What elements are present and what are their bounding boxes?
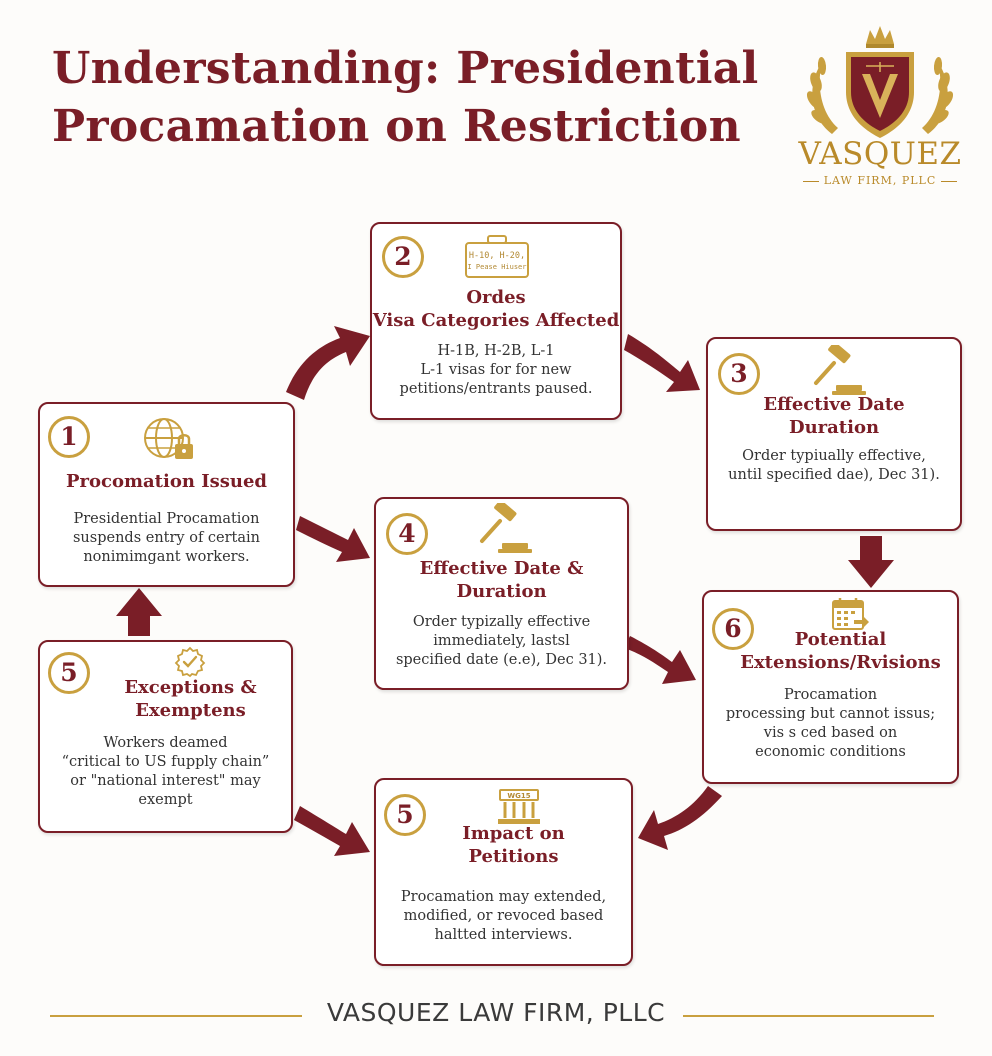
step-card-5-impact: [374, 778, 633, 966]
briefcase-label-line-1: H-10, H-20,: [468, 251, 526, 261]
title-line-2: Procamation on Restriction: [52, 101, 741, 152]
calendar-icon: [830, 596, 870, 632]
step-card-6: [702, 590, 959, 784]
step-description-line: Workers deamed: [103, 735, 228, 751]
step-title-line: Visa Categories Affected: [372, 310, 620, 331]
title-line-1: Understanding: Presidential: [52, 43, 759, 94]
step-number-badge: 4: [386, 513, 428, 555]
briefcase-label-line-2: I Pease Hiuser: [467, 263, 527, 271]
step-title-line: Exemptens: [135, 700, 246, 721]
step-description-line: L-1 visas for for new: [420, 362, 572, 378]
footer: [0, 998, 992, 1027]
courthouse-icon: [496, 786, 542, 826]
step-description-line: Order typizally effective: [412, 614, 591, 630]
step-number-badge: 3: [718, 353, 760, 395]
step-title-line: Ordes: [466, 287, 526, 308]
step-title-line: Duration: [788, 417, 880, 438]
step-title-line: Effective Date: [763, 394, 905, 415]
step-description-line: Order typiually effective,: [742, 448, 926, 464]
footer-firm-name: VASQUEZ LAW FIRM, PLLC: [309, 998, 683, 1027]
arrow-4-to-6: [624, 636, 696, 684]
arrow-1-to-2: [286, 326, 370, 400]
step-description-line: Procamation: [783, 687, 878, 703]
step-description-line: suspends entry of certain: [72, 530, 261, 546]
courthouse-sign-text: WG15: [507, 792, 531, 800]
step-title-line: Extensions/Rvisions: [740, 652, 941, 673]
step-description: [40, 510, 293, 567]
step-title: [708, 393, 960, 439]
globe-lock-icon: [140, 414, 200, 464]
step-description-line: economic conditions: [755, 744, 906, 760]
step-description-line: H-1B, H-2B, L-1: [437, 343, 555, 359]
step-title: [372, 286, 620, 332]
arrow-1-to-4: [296, 516, 370, 562]
step-title-line: Petitions: [468, 846, 559, 867]
briefcase-icon: [464, 234, 530, 280]
step-title: [724, 628, 957, 674]
step-title: [396, 822, 631, 868]
step-title-line: Potential: [794, 629, 887, 650]
step-description-line: immediately, lastsl: [433, 633, 570, 649]
step-description: [40, 734, 291, 810]
step-title-line: Exceptions &: [124, 677, 257, 698]
logo-name: VASQUEZ: [798, 136, 962, 172]
step-title-line: Impact on: [462, 823, 565, 844]
step-description-line: or "national interest" may: [70, 773, 261, 789]
step-card-4: [374, 497, 629, 690]
arrow-3-to-6: [848, 536, 894, 588]
gavel-icon: [810, 345, 866, 397]
step-description-line: modified, or revoced based: [403, 908, 604, 924]
step-card-1: [38, 402, 295, 587]
logo-subtitle: LAW FIRM, PLLC: [790, 174, 970, 187]
arrow-5-to-1: [116, 588, 162, 636]
step-description: [372, 342, 620, 399]
step-description-line: petitions/entrants paused.: [399, 381, 593, 397]
step-card-5-exceptions: [38, 640, 293, 833]
step-title: [40, 470, 293, 493]
arrow-2-to-3: [624, 334, 700, 392]
step-description-line: exempt: [138, 792, 193, 808]
step-card-2: [370, 222, 622, 420]
step-number-badge: 5: [384, 794, 426, 836]
step-description-line: nonimimgant workers.: [83, 549, 250, 565]
step-description: [376, 613, 627, 670]
step-description-line: Procamation may extended,: [400, 889, 607, 905]
step-description-line: specified date (e.e), Dec 31).: [395, 652, 608, 668]
step-description-line: vis s ced based on: [763, 725, 898, 741]
step-title-line: Procomation Issued: [65, 471, 268, 492]
step-description-line: processing but cannot issus;: [725, 706, 936, 722]
step-description: [708, 447, 960, 485]
step-description: [376, 888, 631, 945]
step-description-line: until specified dae), Dec 31).: [728, 467, 940, 483]
checkmark-badge-icon: [174, 646, 206, 678]
step-description: [704, 686, 957, 762]
arrow-6-to-5b: [638, 786, 722, 850]
step-description-line: “critical to US fupply chain”: [61, 754, 270, 770]
step-description-line: haltted interviews.: [434, 927, 573, 943]
step-title-line: Duration: [456, 581, 547, 602]
step-number-badge: 1: [48, 416, 90, 458]
step-title-line: Effective Date &: [419, 558, 584, 579]
arrow-5a-to-5b: [294, 806, 370, 856]
step-title: [376, 557, 627, 603]
step-number-badge: 6: [712, 608, 754, 650]
step-card-3: [706, 337, 962, 531]
page-title: [52, 40, 772, 156]
gavel-icon: [476, 503, 532, 555]
step-number-badge: 5: [48, 652, 90, 694]
step-number-badge: 2: [382, 236, 424, 278]
step-title: [90, 676, 291, 722]
step-description-line: Presidential Procamation: [73, 511, 260, 527]
